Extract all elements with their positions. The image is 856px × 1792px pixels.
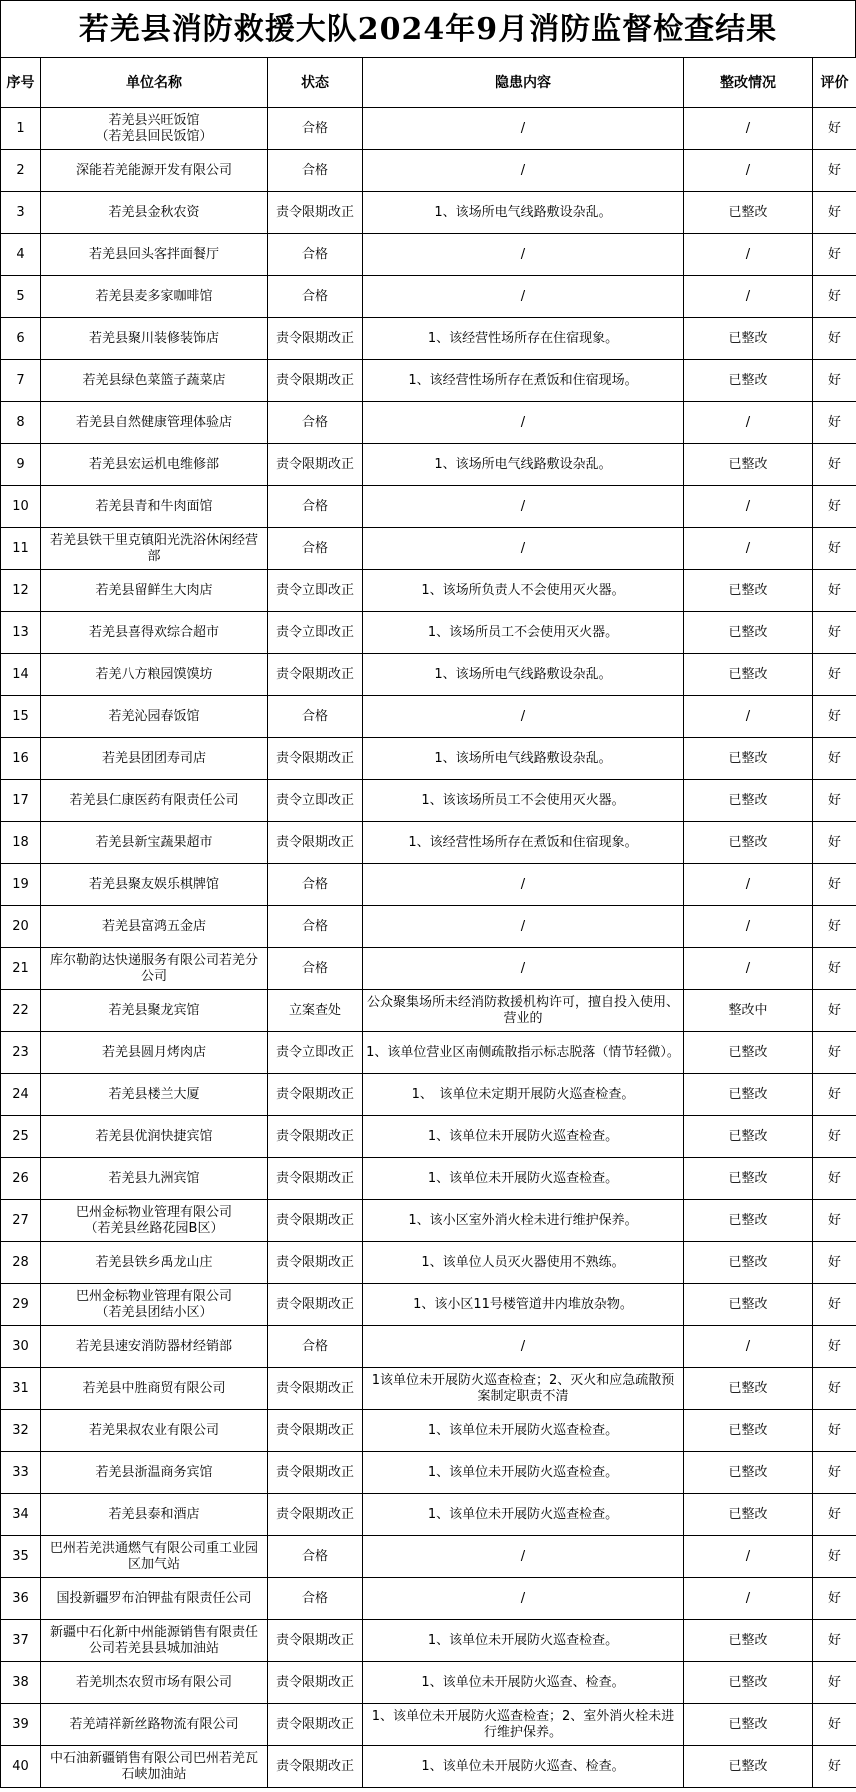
cell-rectification: / [684, 696, 813, 738]
cell-unit-name: 若羌县宏运机电维修部 [41, 444, 268, 486]
cell-rating: 好 [813, 150, 856, 192]
cell-rectification: 已整改 [684, 1410, 813, 1452]
cell-rectification: 已整改 [684, 1116, 813, 1158]
cell-hazard: 1、该经营性场所存在煮饭和住宿现场。 [363, 360, 684, 402]
cell-status: 责令限期改正 [268, 318, 363, 360]
cell-hazard: / [363, 1578, 684, 1620]
cell-unit-name: 若羌县铁乡禹龙山庄 [41, 1242, 268, 1284]
cell-rating: 好 [813, 108, 856, 150]
cell-rating: 好 [813, 234, 856, 276]
cell-unit-name: 若羌县速安消防器材经销部 [41, 1326, 268, 1368]
cell-rectification: / [684, 864, 813, 906]
cell-rectification: / [684, 150, 813, 192]
cell-hazard: / [363, 864, 684, 906]
cell-hazard: 1、该单位未开展防火巡查检查。 [363, 1494, 684, 1536]
cell-unit-name: 若羌县喜得欢综合超市 [41, 612, 268, 654]
cell-hazard: / [363, 402, 684, 444]
cell-hazard: 1、该单位人员灭火器使用不熟练。 [363, 1242, 684, 1284]
table-row [1, 234, 856, 276]
cell-seq: 35 [1, 1536, 41, 1578]
table-row [1, 1326, 856, 1368]
cell-status: 责令限期改正 [268, 444, 363, 486]
cell-seq: 11 [1, 528, 41, 570]
cell-seq: 31 [1, 1368, 41, 1410]
cell-hazard: 1、该单位未开展防火巡查检查；2、室外消火栓未进行维护保养。 [363, 1704, 684, 1746]
cell-rating: 好 [813, 1536, 856, 1578]
cell-rating: 好 [813, 318, 856, 360]
cell-hazard: 1、该场所电气线路敷设杂乱。 [363, 444, 684, 486]
cell-status: 合格 [268, 1326, 363, 1368]
table-row [1, 444, 856, 486]
cell-seq: 33 [1, 1452, 41, 1494]
cell-unit-name: 中石油新疆销售有限公司巴州若羌瓦石峡加油站 [41, 1746, 268, 1788]
cell-hazard: 1、该小区室外消火栓未进行维护保养。 [363, 1200, 684, 1242]
cell-status: 责令限期改正 [268, 1494, 363, 1536]
cell-rating: 好 [813, 864, 856, 906]
cell-rating: 好 [813, 1578, 856, 1620]
cell-status: 责令限期改正 [268, 738, 363, 780]
cell-hazard: 1、 该单位未定期开展防火巡查检查。 [363, 1074, 684, 1116]
cell-status: 责令限期改正 [268, 1662, 363, 1704]
cell-rectification: 已整改 [684, 1284, 813, 1326]
cell-status: 责令限期改正 [268, 822, 363, 864]
cell-status: 责令限期改正 [268, 1452, 363, 1494]
cell-unit-name: 国投新疆罗布泊钾盐有限责任公司 [41, 1578, 268, 1620]
table-row [1, 990, 856, 1032]
cell-status: 责令限期改正 [268, 654, 363, 696]
table-row [1, 570, 856, 612]
cell-status: 责令立即改正 [268, 1032, 363, 1074]
cell-unit-name: 库尔勒韵达快递服务有限公司若羌分公司 [41, 948, 268, 990]
table-row [1, 948, 856, 990]
table-row [1, 318, 856, 360]
cell-seq: 23 [1, 1032, 41, 1074]
cell-rectification: / [684, 1326, 813, 1368]
cell-rating: 好 [813, 990, 856, 1032]
cell-status: 责令限期改正 [268, 1620, 363, 1662]
cell-status: 责令限期改正 [268, 1158, 363, 1200]
cell-seq: 8 [1, 402, 41, 444]
cell-unit-name: 新疆中石化新中州能源销售有限责任公司若羌县县城加油站 [41, 1620, 268, 1662]
table-row [1, 612, 856, 654]
cell-unit-name: 巴州若羌洪通燃气有限公司重工业园区加气站 [41, 1536, 268, 1578]
cell-seq: 27 [1, 1200, 41, 1242]
header-seq: 序号 [1, 58, 41, 108]
cell-unit-name: 若羌八方粮园馍馍坊 [41, 654, 268, 696]
cell-seq: 21 [1, 948, 41, 990]
cell-seq: 7 [1, 360, 41, 402]
cell-hazard: / [363, 150, 684, 192]
cell-seq: 22 [1, 990, 41, 1032]
table-row [1, 360, 856, 402]
table-row [1, 1536, 856, 1578]
cell-status: 责令限期改正 [268, 1284, 363, 1326]
cell-rectification: 已整改 [684, 1746, 813, 1788]
inspection-results-table [0, 57, 856, 1788]
cell-rating: 好 [813, 1452, 856, 1494]
cell-rating: 好 [813, 1746, 856, 1788]
cell-status: 责令限期改正 [268, 1200, 363, 1242]
cell-hazard: 1、该场所电气线路敷设杂乱。 [363, 654, 684, 696]
cell-hazard: / [363, 696, 684, 738]
cell-seq: 12 [1, 570, 41, 612]
cell-rating: 好 [813, 192, 856, 234]
cell-unit-name: 若羌县聚友娱乐棋牌馆 [41, 864, 268, 906]
cell-status: 合格 [268, 402, 363, 444]
cell-rectification: / [684, 1536, 813, 1578]
table-row [1, 1452, 856, 1494]
cell-rating: 好 [813, 1074, 856, 1116]
cell-rectification: 已整改 [684, 1662, 813, 1704]
cell-seq: 18 [1, 822, 41, 864]
cell-rectification: / [684, 1578, 813, 1620]
cell-status: 责令限期改正 [268, 1746, 363, 1788]
cell-hazard: / [363, 108, 684, 150]
cell-rating: 好 [813, 948, 856, 990]
table-row [1, 1410, 856, 1452]
cell-rectification: 已整改 [684, 738, 813, 780]
cell-hazard: 1、该单位未开展防火巡查检查。 [363, 1452, 684, 1494]
cell-seq: 40 [1, 1746, 41, 1788]
cell-status: 合格 [268, 150, 363, 192]
cell-rectification: 已整改 [684, 1158, 813, 1200]
cell-rectification: 已整改 [684, 612, 813, 654]
cell-rating: 好 [813, 654, 856, 696]
cell-rectification: / [684, 402, 813, 444]
cell-unit-name: 若羌县自然健康管理体验店 [41, 402, 268, 444]
cell-hazard: 1、该单位未开展防火巡查检查。 [363, 1116, 684, 1158]
cell-seq: 2 [1, 150, 41, 192]
cell-rectification: 已整改 [684, 780, 813, 822]
cell-unit-name: 若羌果叔农业有限公司 [41, 1410, 268, 1452]
cell-rating: 好 [813, 1116, 856, 1158]
table-row [1, 1158, 856, 1200]
cell-hazard: 1、该单位未开展防火巡查检查。 [363, 1158, 684, 1200]
table-row [1, 1662, 856, 1704]
cell-seq: 13 [1, 612, 41, 654]
cell-rectification: / [684, 528, 813, 570]
cell-rating: 好 [813, 1200, 856, 1242]
cell-rating: 好 [813, 1284, 856, 1326]
cell-unit-name: 若羌靖祥新丝路物流有限公司 [41, 1704, 268, 1746]
cell-rating: 好 [813, 1158, 856, 1200]
cell-seq: 32 [1, 1410, 41, 1452]
cell-rectification: / [684, 276, 813, 318]
cell-status: 合格 [268, 276, 363, 318]
cell-status: 合格 [268, 1536, 363, 1578]
cell-status: 合格 [268, 696, 363, 738]
cell-hazard: 1、该单位未开展防火巡查检查。 [363, 1410, 684, 1452]
cell-seq: 1 [1, 108, 41, 150]
cell-seq: 29 [1, 1284, 41, 1326]
header-status: 状态 [268, 58, 363, 108]
header-rectification: 整改情况 [684, 58, 813, 108]
cell-seq: 3 [1, 192, 41, 234]
cell-hazard: / [363, 906, 684, 948]
page-title: 若羌县消防救援大队2024年9月消防监督检查结果 [0, 0, 856, 57]
cell-rating: 好 [813, 444, 856, 486]
cell-seq: 38 [1, 1662, 41, 1704]
cell-unit-name: 若羌县兴旺饭馆 （若羌县回民饭馆） [41, 108, 268, 150]
cell-unit-name: 若羌县中胜商贸有限公司 [41, 1368, 268, 1410]
cell-hazard: 1、该单位未开展防火巡查、检查。 [363, 1746, 684, 1788]
cell-seq: 5 [1, 276, 41, 318]
cell-status: 立案查处 [268, 990, 363, 1032]
cell-rectification: 整改中 [684, 990, 813, 1032]
table-row [1, 738, 856, 780]
cell-rating: 好 [813, 780, 856, 822]
cell-status: 责令限期改正 [268, 1410, 363, 1452]
cell-seq: 37 [1, 1620, 41, 1662]
cell-status: 合格 [268, 108, 363, 150]
cell-hazard: 公众聚集场所未经消防救援机构许可，擅自投入使用、营业的 [363, 990, 684, 1032]
cell-hazard: / [363, 948, 684, 990]
table-row [1, 108, 856, 150]
cell-status: 合格 [268, 234, 363, 276]
table-row [1, 1704, 856, 1746]
table-row [1, 864, 856, 906]
cell-rating: 好 [813, 1494, 856, 1536]
cell-unit-name: 若羌县九洲宾馆 [41, 1158, 268, 1200]
header-hazard: 隐患内容 [363, 58, 684, 108]
cell-hazard: 1、该场所负责人不会使用灭火器。 [363, 570, 684, 612]
cell-hazard: 1、该单位未开展防火巡查检查。 [363, 1620, 684, 1662]
cell-seq: 6 [1, 318, 41, 360]
table-row [1, 1284, 856, 1326]
cell-status: 合格 [268, 1578, 363, 1620]
cell-rectification: / [684, 906, 813, 948]
cell-status: 责令限期改正 [268, 1368, 363, 1410]
cell-unit-name: 若羌县铁干里克镇阳光洗浴休闲经营部 [41, 528, 268, 570]
cell-status: 责令立即改正 [268, 612, 363, 654]
cell-seq: 14 [1, 654, 41, 696]
cell-unit-name: 若羌县泰和酒店 [41, 1494, 268, 1536]
cell-seq: 26 [1, 1158, 41, 1200]
table-row [1, 402, 856, 444]
table-row [1, 276, 856, 318]
table-row [1, 1578, 856, 1620]
table-row [1, 1074, 856, 1116]
cell-seq: 15 [1, 696, 41, 738]
cell-rating: 好 [813, 402, 856, 444]
table-row [1, 1032, 856, 1074]
cell-rating: 好 [813, 1704, 856, 1746]
cell-rectification: 已整改 [684, 1452, 813, 1494]
cell-hazard: 1、该单位营业区南侧疏散指示标志脱落（情节轻微）。 [363, 1032, 684, 1074]
cell-hazard: 1、该单位未开展防火巡查、检查。 [363, 1662, 684, 1704]
cell-rectification: 已整改 [684, 1704, 813, 1746]
cell-rectification: / [684, 486, 813, 528]
cell-unit-name: 若羌县聚龙宾馆 [41, 990, 268, 1032]
cell-rectification: 已整改 [684, 570, 813, 612]
cell-seq: 30 [1, 1326, 41, 1368]
cell-seq: 36 [1, 1578, 41, 1620]
cell-rating: 好 [813, 1662, 856, 1704]
cell-status: 合格 [268, 486, 363, 528]
table-row [1, 906, 856, 948]
cell-hazard: 1、该经营性场所存在住宿现象。 [363, 318, 684, 360]
cell-status: 责令限期改正 [268, 1116, 363, 1158]
table-row [1, 822, 856, 864]
cell-rating: 好 [813, 1326, 856, 1368]
cell-seq: 39 [1, 1704, 41, 1746]
table-header-row [1, 58, 856, 108]
cell-unit-name: 若羌县优润快捷宾馆 [41, 1116, 268, 1158]
table-row [1, 1746, 856, 1788]
cell-rating: 好 [813, 612, 856, 654]
cell-unit-name: 若羌县聚川装修装饰店 [41, 318, 268, 360]
cell-seq: 4 [1, 234, 41, 276]
cell-seq: 28 [1, 1242, 41, 1284]
cell-rating: 好 [813, 1242, 856, 1284]
cell-unit-name: 若羌县浙温商务宾馆 [41, 1452, 268, 1494]
cell-unit-name: 若羌县绿色菜篮子蔬菜店 [41, 360, 268, 402]
cell-hazard: / [363, 1536, 684, 1578]
table-row [1, 150, 856, 192]
cell-rectification: 已整改 [684, 654, 813, 696]
cell-unit-name: 若羌县留鲜生大肉店 [41, 570, 268, 612]
cell-hazard: 1、该场所电气线路敷设杂乱。 [363, 738, 684, 780]
cell-rectification: 已整改 [684, 822, 813, 864]
cell-status: 合格 [268, 906, 363, 948]
cell-rating: 好 [813, 486, 856, 528]
cell-status: 合格 [268, 948, 363, 990]
cell-hazard: 1、该小区11号楼管道井内堆放杂物。 [363, 1284, 684, 1326]
header-unit-name: 单位名称 [41, 58, 268, 108]
cell-rating: 好 [813, 276, 856, 318]
cell-rectification: / [684, 108, 813, 150]
cell-unit-name: 巴州金标物业管理有限公司 （若羌县丝路花园B区） [41, 1200, 268, 1242]
cell-rating: 好 [813, 570, 856, 612]
table-row [1, 528, 856, 570]
cell-unit-name: 若羌县麦多家咖啡馆 [41, 276, 268, 318]
cell-seq: 10 [1, 486, 41, 528]
cell-unit-name: 若羌县青和牛肉面馆 [41, 486, 268, 528]
cell-status: 合格 [268, 864, 363, 906]
cell-rectification: / [684, 948, 813, 990]
cell-hazard: / [363, 486, 684, 528]
cell-rating: 好 [813, 1032, 856, 1074]
cell-seq: 19 [1, 864, 41, 906]
cell-unit-name: 若羌县新宝蔬果超市 [41, 822, 268, 864]
cell-rectification: 已整改 [684, 1620, 813, 1662]
cell-hazard: / [363, 234, 684, 276]
cell-rectification: 已整改 [684, 1368, 813, 1410]
cell-unit-name: 若羌县仁康医药有限责任公司 [41, 780, 268, 822]
cell-hazard: 1、该场所员工不会使用灭火器。 [363, 612, 684, 654]
cell-seq: 9 [1, 444, 41, 486]
cell-seq: 17 [1, 780, 41, 822]
cell-rating: 好 [813, 738, 856, 780]
header-rating: 评价 [813, 58, 856, 108]
cell-unit-name: 若羌县团团寿司店 [41, 738, 268, 780]
cell-rating: 好 [813, 1368, 856, 1410]
cell-unit-name: 若羌沁园春饭馆 [41, 696, 268, 738]
table-row [1, 1494, 856, 1536]
cell-rectification: 已整改 [684, 318, 813, 360]
cell-rating: 好 [813, 906, 856, 948]
cell-rectification: 已整改 [684, 444, 813, 486]
cell-hazard: 1、该经营性场所存在煮饭和住宿现象。 [363, 822, 684, 864]
table-row [1, 1242, 856, 1284]
cell-status: 合格 [268, 528, 363, 570]
cell-rating: 好 [813, 528, 856, 570]
cell-rating: 好 [813, 1620, 856, 1662]
cell-rating: 好 [813, 1410, 856, 1452]
cell-status: 责令立即改正 [268, 570, 363, 612]
table-row [1, 1200, 856, 1242]
cell-rectification: 已整改 [684, 1200, 813, 1242]
cell-status: 责令限期改正 [268, 1074, 363, 1116]
cell-hazard: 1该单位未开展防火巡查检查；2、灭火和应急疏散预案制定职责不清 [363, 1368, 684, 1410]
cell-rectification: 已整改 [684, 192, 813, 234]
cell-seq: 24 [1, 1074, 41, 1116]
cell-unit-name: 若羌县楼兰大厦 [41, 1074, 268, 1116]
cell-hazard: / [363, 276, 684, 318]
cell-unit-name: 若羌县回头客拌面餐厅 [41, 234, 268, 276]
cell-unit-name: 若羌县圆月烤肉店 [41, 1032, 268, 1074]
cell-seq: 16 [1, 738, 41, 780]
cell-hazard: / [363, 528, 684, 570]
cell-rating: 好 [813, 822, 856, 864]
cell-unit-name: 若羌圳杰农贸市场有限公司 [41, 1662, 268, 1704]
table-row [1, 696, 856, 738]
table-row [1, 780, 856, 822]
cell-seq: 34 [1, 1494, 41, 1536]
cell-status: 责令限期改正 [268, 1242, 363, 1284]
cell-rating: 好 [813, 360, 856, 402]
cell-rectification: 已整改 [684, 1494, 813, 1536]
table-row [1, 1620, 856, 1662]
cell-hazard: / [363, 1326, 684, 1368]
cell-seq: 20 [1, 906, 41, 948]
cell-rectification: / [684, 234, 813, 276]
table-row [1, 486, 856, 528]
cell-hazard: 1、该场所电气线路敷设杂乱。 [363, 192, 684, 234]
table-row [1, 654, 856, 696]
cell-unit-name: 深能若羌能源开发有限公司 [41, 150, 268, 192]
cell-status: 责令限期改正 [268, 192, 363, 234]
cell-status: 责令立即改正 [268, 780, 363, 822]
cell-rectification: 已整改 [684, 1074, 813, 1116]
cell-hazard: 1、该该场所员工不会使用灭火器。 [363, 780, 684, 822]
cell-rectification: 已整改 [684, 1242, 813, 1284]
cell-rating: 好 [813, 696, 856, 738]
table-row [1, 1116, 856, 1158]
cell-unit-name: 巴州金标物业管理有限公司 （若羌县团结小区） [41, 1284, 268, 1326]
cell-unit-name: 若羌县富鸿五金店 [41, 906, 268, 948]
cell-status: 责令限期改正 [268, 1704, 363, 1746]
table-row [1, 192, 856, 234]
table-row [1, 1368, 856, 1410]
cell-status: 责令限期改正 [268, 360, 363, 402]
cell-unit-name: 若羌县金秋农资 [41, 192, 268, 234]
cell-seq: 25 [1, 1116, 41, 1158]
cell-rectification: 已整改 [684, 1032, 813, 1074]
cell-rectification: 已整改 [684, 360, 813, 402]
